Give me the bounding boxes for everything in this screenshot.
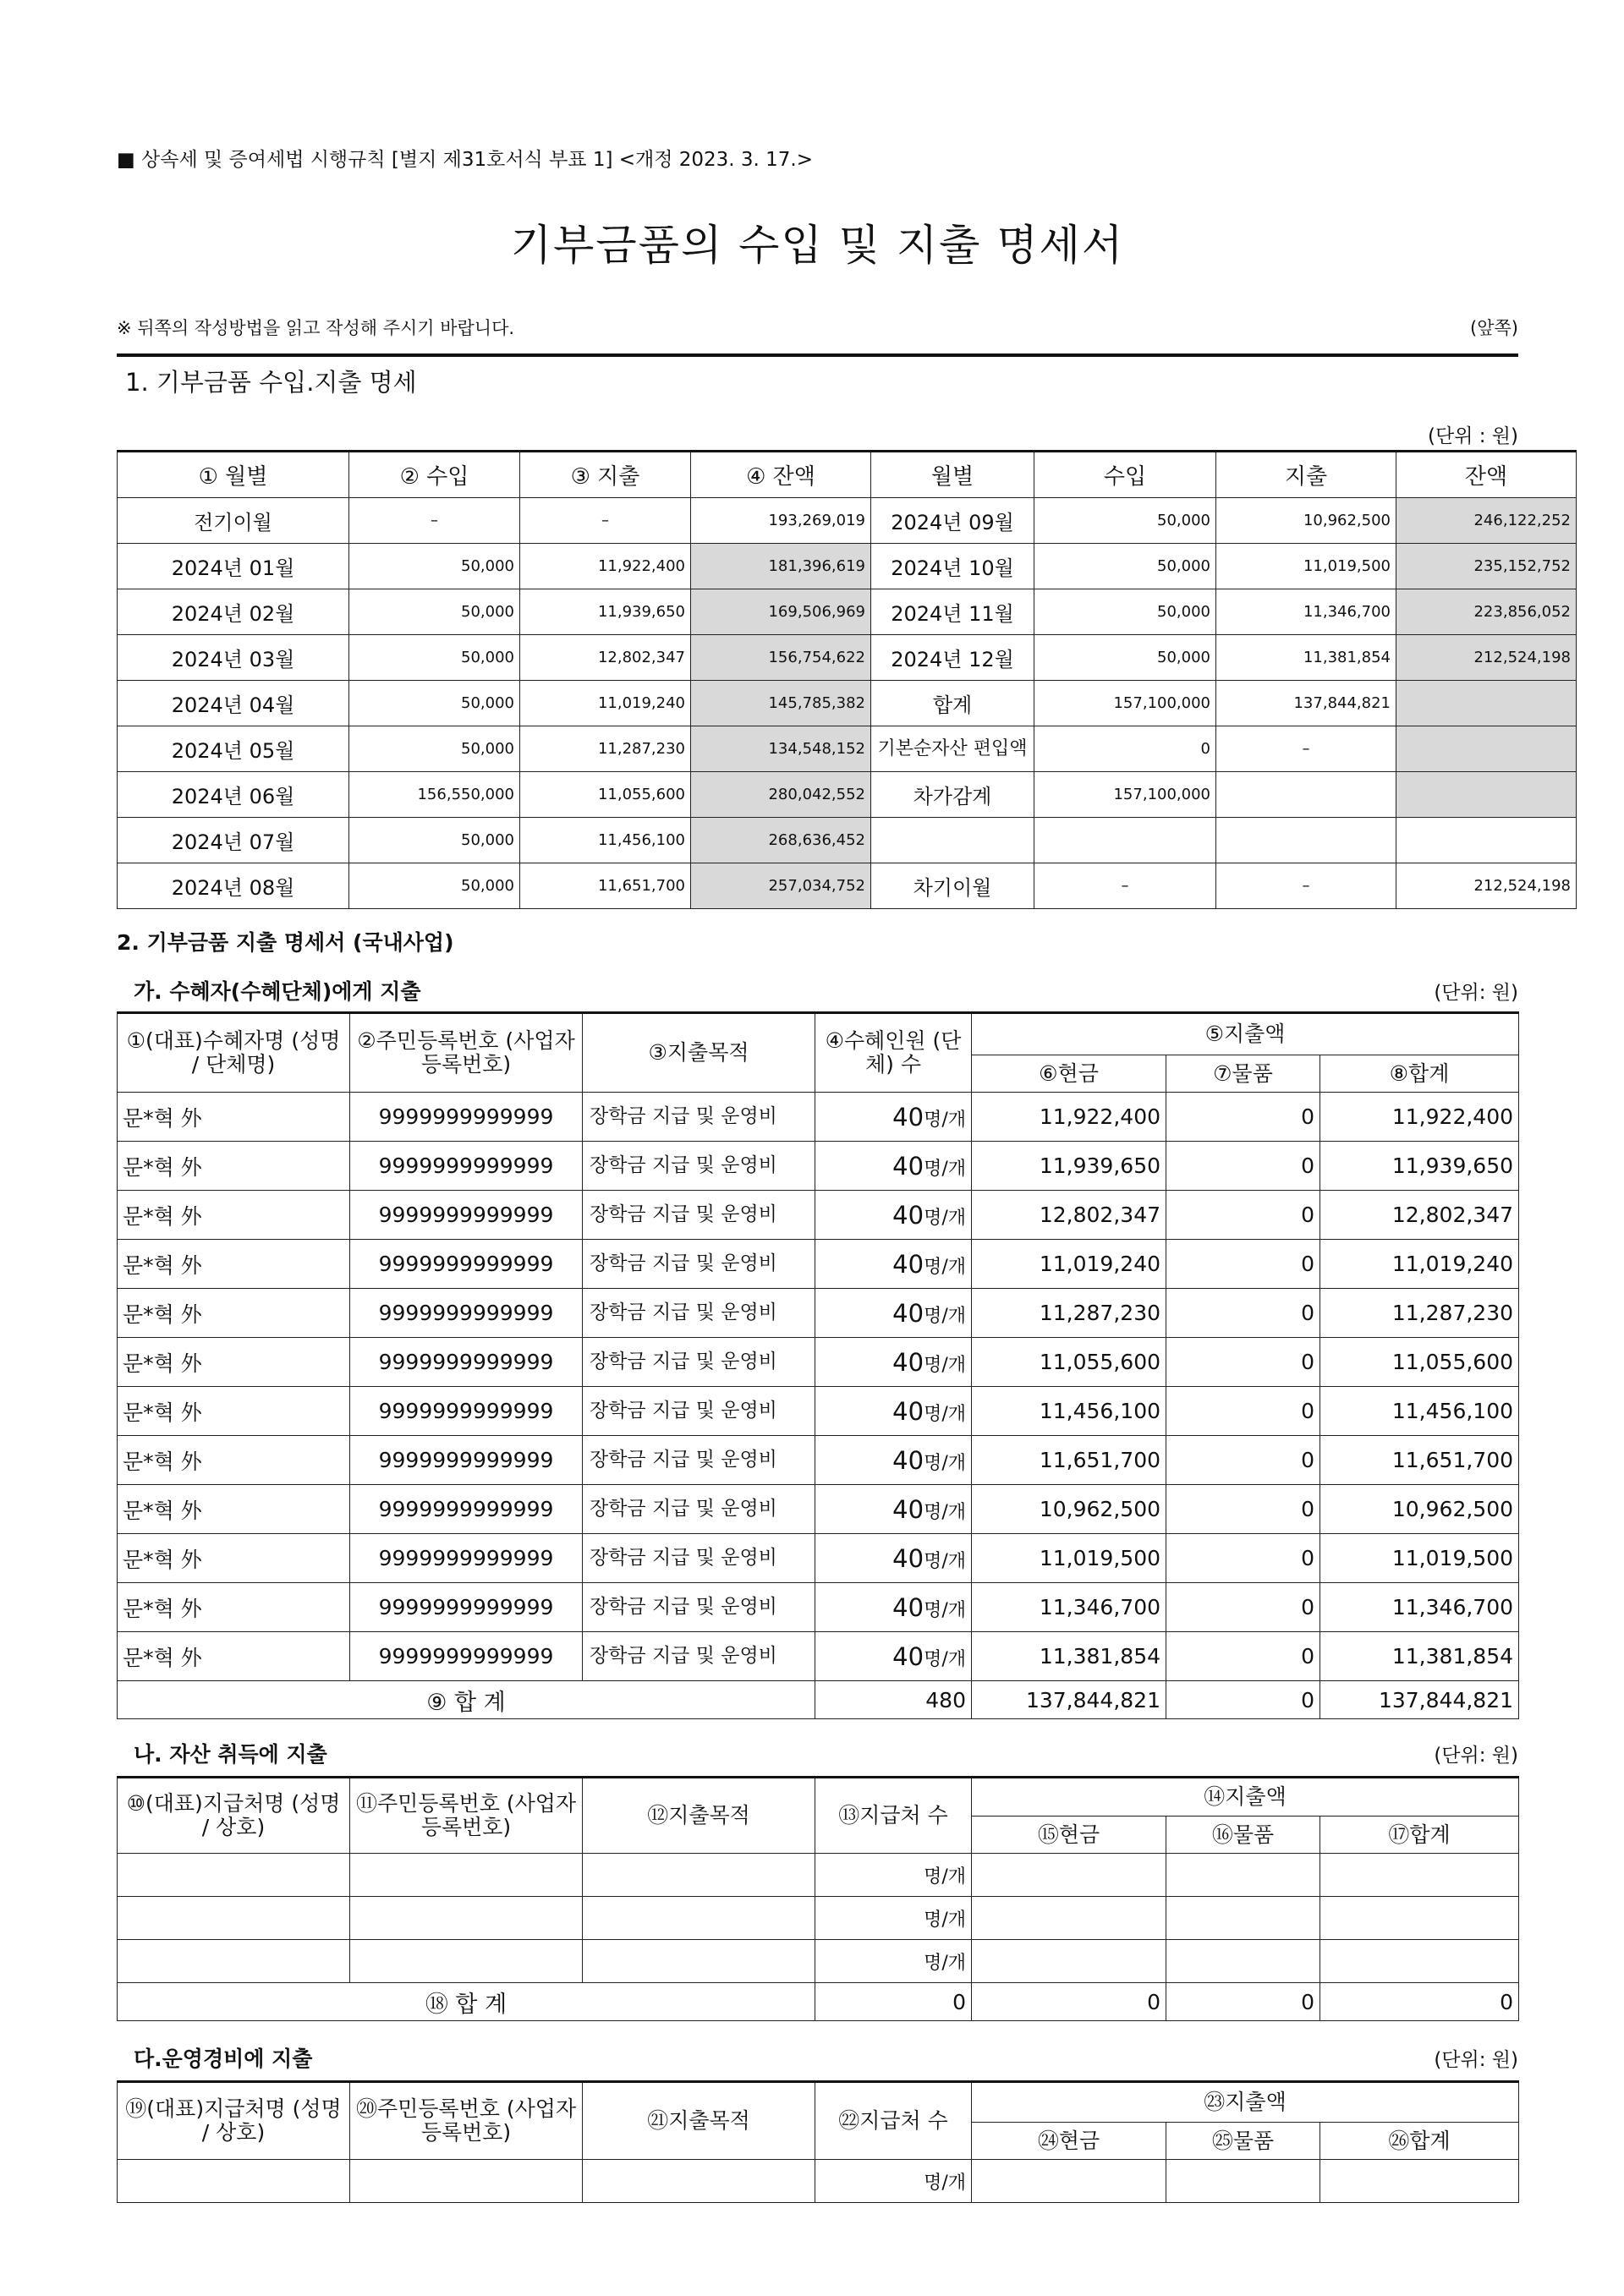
cash-amount: 10,962,500 xyxy=(972,1485,1166,1534)
total-amount xyxy=(1320,1940,1519,1983)
count-unit: 명/개 xyxy=(924,1305,966,1327)
column-header: ③ 지출 xyxy=(520,452,691,498)
header-expense-amount: ㉓지출액 xyxy=(972,2082,1519,2123)
expense-cell: 12,802,347 xyxy=(520,635,691,681)
month-cell: 2024년 07월 xyxy=(118,818,349,863)
expense-purpose xyxy=(583,1897,815,1940)
expense-purpose: 장학금 지급 및 운영비 xyxy=(583,1436,815,1485)
payee-name xyxy=(118,2160,350,2203)
month-cell: 2024년 12월 xyxy=(871,635,1034,681)
table-row xyxy=(118,863,1577,909)
expense-purpose: 장학금 지급 및 운영비 xyxy=(583,1632,815,1681)
count-value: 40 xyxy=(892,1641,924,1671)
header-expense-amount: ⑭지출액 xyxy=(972,1778,1519,1817)
month-cell: 2024년 10월 xyxy=(871,544,1034,589)
beneficiary-count xyxy=(815,1142,972,1191)
cash-amount: 11,055,600 xyxy=(972,1338,1166,1387)
registration-number: 9999999999999 xyxy=(350,1485,583,1534)
goods-amount xyxy=(1166,1854,1320,1897)
table-row xyxy=(118,681,1577,726)
count-unit: 명/개 xyxy=(924,1452,966,1474)
header-payee-count: ⑬지급처 수 xyxy=(815,1778,972,1854)
table-row xyxy=(118,818,1577,863)
cash-amount xyxy=(972,1854,1166,1897)
income-cell: 50,000 xyxy=(1034,498,1216,544)
goods-amount: 0 xyxy=(1166,1387,1320,1436)
total-amount: 11,456,100 xyxy=(1320,1387,1519,1436)
total-amount: 11,346,700 xyxy=(1320,1583,1519,1632)
income-cell: – xyxy=(1034,863,1216,909)
income-cell: 156,550,000 xyxy=(349,772,520,818)
beneficiary-count xyxy=(815,1436,972,1485)
goods-amount xyxy=(1166,2160,1320,2203)
column-header: 월별 xyxy=(871,452,1034,498)
asset-acquisition-table xyxy=(117,1776,1519,2021)
expense-purpose: 장학금 지급 및 운영비 xyxy=(583,1289,815,1338)
total-amount xyxy=(1320,1897,1519,1940)
beneficiary-name: 문*혁 外 xyxy=(118,1632,350,1681)
section2b-unit: (단위: 원) xyxy=(1434,1745,1518,1767)
payee-name xyxy=(118,1897,350,1940)
header-payee-name: ⑩(대표)지급처명 (성명 / 상호) xyxy=(118,1778,350,1854)
count-unit: 명/개 xyxy=(924,1501,966,1523)
payee-count: 명/개 xyxy=(815,2160,972,2203)
balance-cell: 280,042,552 xyxy=(691,772,871,818)
balance-cell: 169,506,969 xyxy=(691,589,871,635)
expense-cell: 11,287,230 xyxy=(520,726,691,772)
count-unit: 명/개 xyxy=(924,1207,966,1229)
expense-cell: – xyxy=(520,498,691,544)
cash-amount: 11,651,700 xyxy=(972,1436,1166,1485)
month-cell: 2024년 06월 xyxy=(118,772,349,818)
table-row xyxy=(118,1583,1519,1632)
balance-cell: 246,122,252 xyxy=(1396,498,1577,544)
month-cell: 2024년 09월 xyxy=(871,498,1034,544)
table-row xyxy=(118,1632,1519,1681)
total-amount: 11,287,230 xyxy=(1320,1289,1519,1338)
header-cash: ⑮현금 xyxy=(972,1817,1166,1854)
count-value: 40 xyxy=(892,1200,924,1230)
table-row xyxy=(118,1093,1519,1142)
header-payee-name: ⑲(대표)지급처명 (성명 / 상호) xyxy=(118,2082,350,2160)
count-value: 40 xyxy=(892,1543,924,1573)
registration-number: 9999999999999 xyxy=(350,1191,583,1240)
header-cash: ㉔현금 xyxy=(972,2123,1166,2160)
table-row xyxy=(118,1534,1519,1583)
total-count: 480 xyxy=(815,1681,972,1719)
expense-purpose: 장학금 지급 및 운영비 xyxy=(583,1534,815,1583)
balance-cell: 145,785,382 xyxy=(691,681,871,726)
column-header: ④ 잔액 xyxy=(691,452,871,498)
count-unit: 명/개 xyxy=(924,1648,966,1670)
beneficiary-count xyxy=(815,1240,972,1289)
balance-cell: 156,754,622 xyxy=(691,635,871,681)
column-header: ① 월별 xyxy=(118,452,349,498)
header-beneficiary-name: ①(대표)수혜자명 (성명 / 단체명) xyxy=(118,1013,350,1093)
expense-cell xyxy=(1216,772,1396,818)
total-goods: 0 xyxy=(1166,1983,1320,2021)
total-amount: 11,019,500 xyxy=(1320,1534,1519,1583)
table-row xyxy=(118,1940,1519,1983)
table-row xyxy=(118,1854,1519,1897)
cash-amount: 11,019,500 xyxy=(972,1534,1166,1583)
section2b-title: 나. 자산 취득에 지출 xyxy=(134,1742,327,1767)
beneficiary-name: 문*혁 外 xyxy=(118,1583,350,1632)
cash-amount: 11,939,650 xyxy=(972,1142,1166,1191)
payee-name xyxy=(118,1940,350,1983)
expense-cell: 11,019,500 xyxy=(1216,544,1396,589)
expense-purpose: 장학금 지급 및 운영비 xyxy=(583,1191,815,1240)
month-cell: 2024년 02월 xyxy=(118,589,349,635)
expense-purpose: 장학금 지급 및 운영비 xyxy=(583,1387,815,1436)
beneficiary-name: 문*혁 外 xyxy=(118,1485,350,1534)
beneficiary-name: 문*혁 外 xyxy=(118,1093,350,1142)
expense-cell: 11,346,700 xyxy=(1216,589,1396,635)
goods-amount: 0 xyxy=(1166,1632,1320,1681)
section2-title: 2. 기부금품 지출 명세서 (국내사업) xyxy=(117,930,454,955)
month-cell: 차가감계 xyxy=(871,772,1034,818)
goods-amount: 0 xyxy=(1166,1485,1320,1534)
balance-cell: 235,152,752 xyxy=(1396,544,1577,589)
table-row xyxy=(118,2160,1519,2203)
header-purpose: ⑫지출목적 xyxy=(583,1778,815,1854)
goods-amount: 0 xyxy=(1166,1191,1320,1240)
income-cell: 50,000 xyxy=(349,544,520,589)
month-cell xyxy=(871,818,1034,863)
table-row xyxy=(118,772,1577,818)
header-expense-amount: ⑤지출액 xyxy=(972,1013,1519,1055)
header-purpose: ㉑지출목적 xyxy=(583,2082,815,2160)
cash-amount: 11,346,700 xyxy=(972,1583,1166,1632)
header-payee-count: ㉒지급처 수 xyxy=(815,2082,972,2160)
registration-number: 9999999999999 xyxy=(350,1583,583,1632)
beneficiary-name: 문*혁 外 xyxy=(118,1142,350,1191)
column-header: 잔액 xyxy=(1396,452,1577,498)
goods-amount: 0 xyxy=(1166,1093,1320,1142)
total-label: ⑨ 합 계 xyxy=(118,1681,815,1719)
table-row xyxy=(118,635,1577,681)
balance-cell: 257,034,752 xyxy=(691,863,871,909)
table-row xyxy=(118,1191,1519,1240)
beneficiary-name: 문*혁 外 xyxy=(118,1191,350,1240)
total-sum: 137,844,821 xyxy=(1320,1681,1519,1719)
beneficiary-count xyxy=(815,1191,972,1240)
instruction-note: ※ 뒤쪽의 작성방법을 읽고 작성해 주시기 바랍니다. xyxy=(117,318,515,338)
goods-amount xyxy=(1166,1897,1320,1940)
registration-number: 9999999999999 xyxy=(350,1632,583,1681)
header-goods: ⑯물품 xyxy=(1166,1817,1320,1854)
total-amount xyxy=(1320,2160,1519,2203)
total-amount: 11,055,600 xyxy=(1320,1338,1519,1387)
cash-amount xyxy=(972,1897,1166,1940)
month-cell: 합계 xyxy=(871,681,1034,726)
expense-purpose: 장학금 지급 및 운영비 xyxy=(583,1485,815,1534)
expense-purpose xyxy=(583,2160,815,2203)
income-cell: 50,000 xyxy=(349,818,520,863)
income-cell: 50,000 xyxy=(349,635,520,681)
table-row xyxy=(118,1436,1519,1485)
header-purpose: ③지출목적 xyxy=(583,1013,815,1093)
registration-number: 9999999999999 xyxy=(350,1240,583,1289)
income-cell: 157,100,000 xyxy=(1034,681,1216,726)
table-row xyxy=(118,1897,1519,1940)
registration-number: 9999999999999 xyxy=(350,1289,583,1338)
count-value: 40 xyxy=(892,1151,924,1181)
month-cell: 2024년 04월 xyxy=(118,681,349,726)
total-cash: 137,844,821 xyxy=(972,1681,1166,1719)
table-row xyxy=(118,726,1577,772)
count-unit: 명/개 xyxy=(924,1599,966,1621)
registration-number xyxy=(350,1940,583,1983)
total-count: 0 xyxy=(815,1983,972,2021)
balance-cell: 181,396,619 xyxy=(691,544,871,589)
cash-amount: 11,456,100 xyxy=(972,1387,1166,1436)
table-row xyxy=(118,1240,1519,1289)
balance-cell: 212,524,198 xyxy=(1396,635,1577,681)
expense-cell: – xyxy=(1216,726,1396,772)
month-cell: 기본순자산 편입액 xyxy=(871,726,1034,772)
table-row xyxy=(118,498,1577,544)
beneficiary-count xyxy=(815,1534,972,1583)
count-unit: 명/개 xyxy=(924,1109,966,1131)
month-cell: 2024년 01월 xyxy=(118,544,349,589)
balance-cell xyxy=(1396,772,1577,818)
table-row xyxy=(118,1142,1519,1191)
table-row xyxy=(118,1289,1519,1338)
income-cell: 50,000 xyxy=(349,726,520,772)
registration-number: 9999999999999 xyxy=(350,1534,583,1583)
expense-cell: 11,922,400 xyxy=(520,544,691,589)
balance-cell: 223,856,052 xyxy=(1396,589,1577,635)
balance-cell: 193,269,019 xyxy=(691,498,871,544)
total-row xyxy=(118,1681,1519,1719)
beneficiary-name: 문*혁 外 xyxy=(118,1338,350,1387)
registration-number: 9999999999999 xyxy=(350,1338,583,1387)
total-sum: 0 xyxy=(1320,1983,1519,2021)
income-cell: 157,100,000 xyxy=(1034,772,1216,818)
month-cell: 2024년 08월 xyxy=(118,863,349,909)
expense-purpose xyxy=(583,1940,815,1983)
goods-amount: 0 xyxy=(1166,1436,1320,1485)
beneficiary-count xyxy=(815,1387,972,1436)
title-divider xyxy=(117,353,1518,357)
payee-name xyxy=(118,1854,350,1897)
beneficiary-name: 문*혁 外 xyxy=(118,1240,350,1289)
count-unit: 명/개 xyxy=(924,1256,966,1278)
income-cell: – xyxy=(349,498,520,544)
balance-cell: 212,524,198 xyxy=(1396,863,1577,909)
month-cell: 차기이월 xyxy=(871,863,1034,909)
registration-number: 9999999999999 xyxy=(350,1093,583,1142)
month-cell: 2024년 11월 xyxy=(871,589,1034,635)
header-registration-number: ⑪주민등록번호 (사업자등록번호) xyxy=(350,1778,583,1854)
count-value: 40 xyxy=(892,1396,924,1426)
header-cash: ⑥현금 xyxy=(972,1055,1166,1093)
total-label: ⑱ 합 계 xyxy=(118,1983,815,2021)
operating-expense-table xyxy=(117,2080,1519,2203)
column-header: 수입 xyxy=(1034,452,1216,498)
beneficiary-name: 문*혁 外 xyxy=(118,1436,350,1485)
header-goods: ㉕물품 xyxy=(1166,2123,1320,2160)
goods-amount xyxy=(1166,1940,1320,1983)
goods-amount: 0 xyxy=(1166,1534,1320,1583)
cash-amount: 11,922,400 xyxy=(972,1093,1166,1142)
income-cell: 50,000 xyxy=(1034,589,1216,635)
count-value: 40 xyxy=(892,1445,924,1475)
expense-cell: 10,962,500 xyxy=(1216,498,1396,544)
goods-amount: 0 xyxy=(1166,1338,1320,1387)
payee-count: 명/개 xyxy=(815,1854,972,1897)
table-row xyxy=(118,1338,1519,1387)
section1-title: 1. 기부금품 수입.지출 명세 xyxy=(125,368,417,397)
beneficiary-count xyxy=(815,1093,972,1142)
expense-purpose: 장학금 지급 및 운영비 xyxy=(583,1093,815,1142)
month-cell: 전기이월 xyxy=(118,498,349,544)
total-amount: 11,651,700 xyxy=(1320,1436,1519,1485)
section2a-unit: (단위: 원) xyxy=(1434,982,1518,1004)
header-total: ⑰합계 xyxy=(1320,1817,1519,1854)
registration-number xyxy=(350,1897,583,1940)
beneficiary-count xyxy=(815,1583,972,1632)
income-cell xyxy=(1034,818,1216,863)
total-amount: 10,962,500 xyxy=(1320,1485,1519,1534)
expense-purpose: 장학금 지급 및 운영비 xyxy=(583,1240,815,1289)
total-row xyxy=(118,1983,1519,2021)
count-unit: 명/개 xyxy=(924,1403,966,1425)
balance-cell xyxy=(1396,726,1577,772)
total-amount: 11,939,650 xyxy=(1320,1142,1519,1191)
table-row xyxy=(118,1485,1519,1534)
count-value: 40 xyxy=(892,1592,924,1622)
section2c-title: 다.운영경비에 지출 xyxy=(134,2047,313,2071)
expense-cell: 11,055,600 xyxy=(520,772,691,818)
registration-number xyxy=(350,1854,583,1897)
cash-amount: 11,287,230 xyxy=(972,1289,1166,1338)
cash-amount: 12,802,347 xyxy=(972,1191,1166,1240)
beneficiary-name: 문*혁 外 xyxy=(118,1289,350,1338)
income-cell: 50,000 xyxy=(1034,544,1216,589)
table-row xyxy=(118,1387,1519,1436)
legal-reference: ■ 상속세 및 증여세법 시행규칙 [별지 제31호서식 부표 1] <개정 2023. 3. 17.> xyxy=(117,149,814,171)
income-cell: 50,000 xyxy=(349,681,520,726)
column-header: ② 수입 xyxy=(349,452,520,498)
header-total: ⑧합계 xyxy=(1320,1055,1519,1093)
expense-cell: – xyxy=(1216,863,1396,909)
expense-cell: 11,381,854 xyxy=(1216,635,1396,681)
beneficiary-expense-table xyxy=(117,1011,1519,1719)
registration-number: 9999999999999 xyxy=(350,1436,583,1485)
expense-cell: 11,456,100 xyxy=(520,818,691,863)
goods-amount: 0 xyxy=(1166,1583,1320,1632)
column-header: 지출 xyxy=(1216,452,1396,498)
month-cell: 2024년 05월 xyxy=(118,726,349,772)
beneficiary-name: 문*혁 外 xyxy=(118,1387,350,1436)
expense-purpose xyxy=(583,1854,815,1897)
total-amount: 12,802,347 xyxy=(1320,1191,1519,1240)
cash-amount: 11,019,240 xyxy=(972,1240,1166,1289)
total-amount xyxy=(1320,1854,1519,1897)
beneficiary-count xyxy=(815,1632,972,1681)
count-value: 40 xyxy=(892,1102,924,1132)
registration-number xyxy=(350,2160,583,2203)
expense-cell: 11,939,650 xyxy=(520,589,691,635)
balance-cell: 134,548,152 xyxy=(691,726,871,772)
expense-cell: 11,019,240 xyxy=(520,681,691,726)
header-total: ㉖합계 xyxy=(1320,2123,1519,2160)
income-cell: 50,000 xyxy=(349,589,520,635)
payee-count: 명/개 xyxy=(815,1897,972,1940)
total-amount: 11,381,854 xyxy=(1320,1632,1519,1681)
cash-amount: 11,381,854 xyxy=(972,1632,1166,1681)
table-row xyxy=(118,589,1577,635)
header-beneficiary-count: ④수혜인원 (단체) 수 xyxy=(815,1013,972,1093)
cash-amount xyxy=(972,1940,1166,1983)
table-header-row xyxy=(118,452,1577,498)
registration-number: 9999999999999 xyxy=(350,1142,583,1191)
count-value: 40 xyxy=(892,1494,924,1524)
expense-cell: 11,651,700 xyxy=(520,863,691,909)
month-cell: 2024년 03월 xyxy=(118,635,349,681)
expense-purpose: 장학금 지급 및 운영비 xyxy=(583,1142,815,1191)
income-cell: 50,000 xyxy=(349,863,520,909)
count-unit: 명/개 xyxy=(924,1354,966,1376)
income-expense-table xyxy=(117,450,1577,909)
count-unit: 명/개 xyxy=(924,1550,966,1572)
section2a-title: 가. 수혜자(수혜단체)에게 지출 xyxy=(134,979,421,1004)
balance-cell: 268,636,452 xyxy=(691,818,871,863)
beneficiary-name: 문*혁 外 xyxy=(118,1534,350,1583)
total-amount: 11,019,240 xyxy=(1320,1240,1519,1289)
beneficiary-count xyxy=(815,1485,972,1534)
count-value: 40 xyxy=(892,1249,924,1279)
count-value: 40 xyxy=(892,1298,924,1328)
table-row xyxy=(118,544,1577,589)
section1-unit: (단위 : 원) xyxy=(1428,425,1518,447)
goods-amount: 0 xyxy=(1166,1142,1320,1191)
expense-cell xyxy=(1216,818,1396,863)
expense-cell: 137,844,821 xyxy=(1216,681,1396,726)
section2c-unit: (단위: 원) xyxy=(1434,2049,1518,2071)
balance-cell xyxy=(1396,681,1577,726)
expense-purpose: 장학금 지급 및 운영비 xyxy=(583,1583,815,1632)
goods-amount: 0 xyxy=(1166,1289,1320,1338)
goods-amount: 0 xyxy=(1166,1240,1320,1289)
beneficiary-count xyxy=(815,1338,972,1387)
count-unit: 명/개 xyxy=(924,1158,966,1180)
page-title: 기부금품의 수입 및 지출 명세서 xyxy=(510,221,1125,270)
income-cell: 0 xyxy=(1034,726,1216,772)
header-registration-number: ②주민등록번호 (사업자등록번호) xyxy=(350,1013,583,1093)
page-side-label: (앞쪽) xyxy=(1470,318,1518,338)
payee-count: 명/개 xyxy=(815,1940,972,1983)
balance-cell xyxy=(1396,818,1577,863)
total-cash: 0 xyxy=(972,1983,1166,2021)
cash-amount xyxy=(972,2160,1166,2203)
expense-purpose: 장학금 지급 및 운영비 xyxy=(583,1338,815,1387)
header-registration-number: ⑳주민등록번호 (사업자등록번호) xyxy=(350,2082,583,2160)
header-goods: ⑦물품 xyxy=(1166,1055,1320,1093)
count-value: 40 xyxy=(892,1347,924,1377)
total-goods: 0 xyxy=(1166,1681,1320,1719)
total-amount: 11,922,400 xyxy=(1320,1093,1519,1142)
beneficiary-count xyxy=(815,1289,972,1338)
registration-number: 9999999999999 xyxy=(350,1387,583,1436)
income-cell: 50,000 xyxy=(1034,635,1216,681)
